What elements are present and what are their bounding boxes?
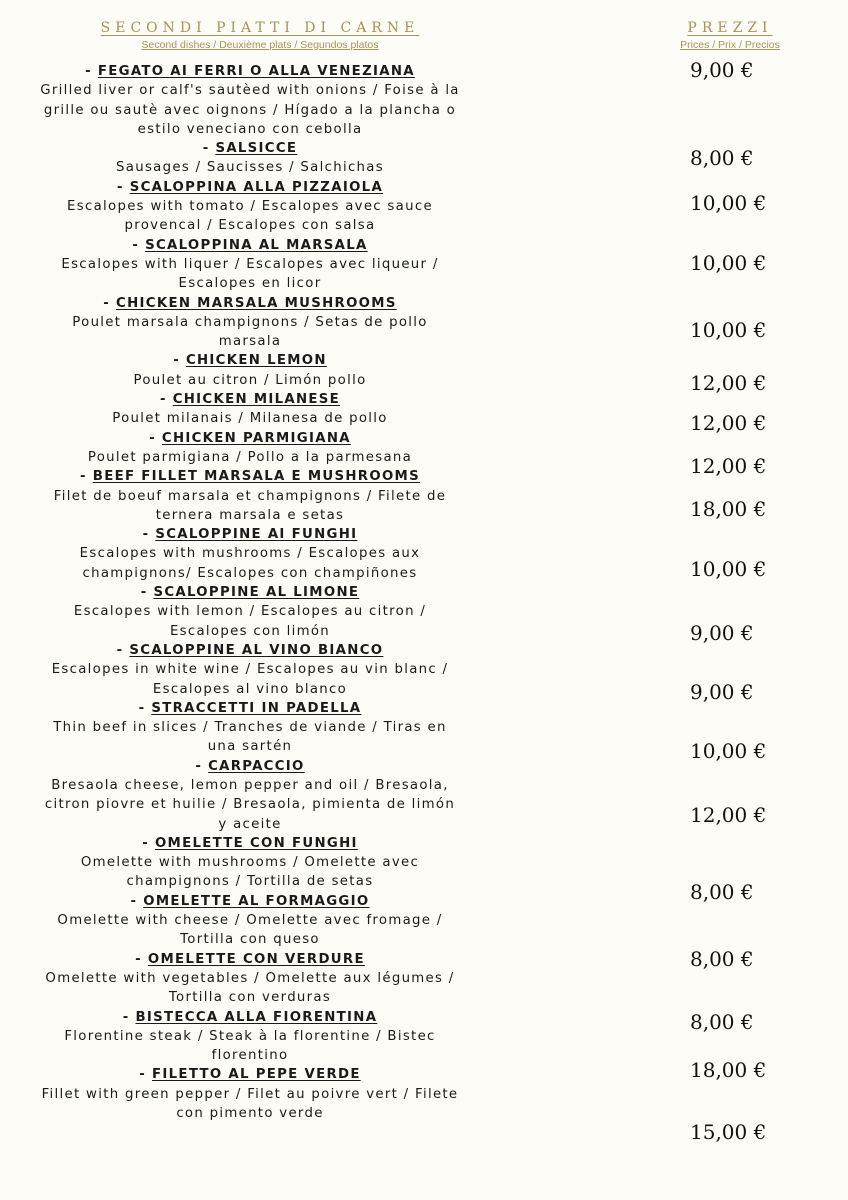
item-name — [40, 892, 460, 911]
menu-item — [40, 1065, 460, 1123]
item-name-text: SCALOPPINE AL VINO BIANCO — [129, 642, 384, 658]
item-prefix: - — [80, 469, 93, 485]
item-price: 8,00 € — [690, 947, 754, 971]
item-price: 8,00 € — [690, 1010, 754, 1034]
item-name-text: BEEF FILLET MARSALA E MUSHROOMS — [92, 469, 420, 485]
item-name — [40, 467, 460, 486]
menu-item — [40, 351, 460, 390]
menu-item — [40, 429, 460, 468]
item-description: Escalopes with liquer / Escalopes avec liqueur / Escalopes en licor — [61, 256, 439, 292]
menu-item — [40, 525, 460, 583]
item-prefix: - — [116, 642, 130, 658]
item-price: 8,00 € — [690, 146, 754, 170]
item-name-text: OMELETTE CON FUNGHI — [154, 835, 358, 851]
item-name-text: OMELETTE AL FORMAGGIO — [143, 893, 370, 909]
prices-subtitle: Prices / Prix / Precios — [680, 39, 780, 51]
item-description: Omelette with mushrooms / Omelette avec champignons / Tortilla de setas — [80, 855, 420, 890]
menu-item — [40, 699, 460, 757]
item-description: Grilled liver or calf's sautèed with onions / Foise à la grille ou sautè avec oignons / Hígado a la plancha o estilo veneciano con cebolla — [40, 83, 460, 137]
item-prefix: - — [138, 700, 152, 716]
menu-item — [40, 390, 460, 429]
item-name — [40, 351, 460, 370]
item-description: Thin beef in slices / Tranches de viande / Tiras en una sartén — [53, 720, 447, 755]
section-title: SECONDI PIATTI DI CARNE — [100, 20, 420, 36]
menu-item — [40, 139, 460, 178]
item-price: 9,00 € — [690, 58, 754, 82]
item-name-text: CHICKEN PARMIGIANA — [161, 430, 351, 446]
item-name-text: FILETTO AL PEPE VERDE — [152, 1067, 361, 1083]
item-price: 18,00 € — [690, 1058, 767, 1082]
item-name-text: SALSICCE — [215, 141, 298, 157]
item-price: 9,00 € — [690, 621, 754, 645]
item-price: 10,00 € — [690, 318, 767, 342]
item-name — [40, 429, 460, 448]
item-prefix: - — [132, 237, 146, 253]
item-name — [40, 950, 460, 969]
item-description: Poulet marsala champignons / Setas de pollo marsala — [72, 314, 428, 350]
item-name-text: OMELETTE CON VERDURE — [147, 951, 365, 967]
item-name-text: SCALOPPINA AL MARSALA — [145, 237, 368, 253]
item-name — [40, 583, 460, 602]
item-price: 12,00 € — [690, 371, 767, 395]
item-price: 18,00 € — [690, 497, 767, 521]
item-name — [40, 390, 460, 409]
item-name — [40, 757, 460, 776]
item-description: Escalopes with lemon / Escalopes au citron / Escalopes con limón — [73, 604, 427, 639]
item-prefix: - — [195, 758, 209, 774]
item-price: 10,00 € — [690, 739, 767, 763]
item-prefix: - — [142, 527, 156, 543]
item-name — [40, 62, 460, 81]
item-price: 10,00 € — [690, 191, 767, 215]
item-name — [40, 699, 460, 718]
item-description: Fillet with green pepper / Filet au poivre vert / Filete con pimento verde — [41, 1086, 459, 1122]
item-price: 10,00 € — [690, 557, 767, 581]
item-name-text: FEGATO AI FERRI O ALLA VENEZIANA — [97, 64, 415, 79]
item-name-text: BISTECCA ALLA FIORENTINA — [135, 1009, 378, 1025]
menu-item — [40, 834, 460, 892]
item-description: Omelette with vegetables / Omelette aux légumes / Tortilla con verduras — [45, 970, 455, 1006]
item-name — [40, 641, 460, 660]
item-name-text: CARPACCIO — [208, 758, 305, 774]
item-description: Poulet au citron / Limón pollo — [133, 372, 367, 388]
item-price: 10,00 € — [690, 251, 767, 275]
item-price: 8,00 € — [690, 880, 754, 904]
item-name — [40, 139, 460, 158]
item-price: 9,00 € — [690, 680, 754, 704]
item-name-text: STRACCETTI IN PADELLA — [151, 700, 362, 716]
item-name — [40, 834, 460, 853]
menu-item — [40, 757, 460, 834]
menu-item — [40, 1008, 460, 1066]
item-price: 12,00 € — [690, 411, 767, 435]
item-name-text: CHICKEN MARSALA MUSHROOMS — [116, 295, 397, 311]
item-prefix: - — [149, 430, 162, 446]
item-description: Poulet milanais / Milanesa de pollo — [112, 411, 388, 427]
menu-item — [40, 892, 460, 950]
item-prefix: - — [142, 835, 155, 851]
item-description: Bresaola cheese, lemon pepper and oil / Bresaola, citron piovre et huilie / Bresaola, pimienta de limón y aceite — [44, 777, 456, 832]
item-name — [40, 236, 460, 255]
prices-title: PREZZI — [687, 20, 773, 36]
item-prefix: - — [130, 893, 144, 909]
item-name — [40, 1065, 460, 1084]
menu-item — [40, 178, 460, 236]
item-name-text: CHICKEN MILANESE — [172, 392, 341, 408]
item-description: Omelette with cheese / Omelette avec fromage / Tortilla con queso — [57, 913, 443, 948]
item-name — [40, 1008, 460, 1027]
menu-item — [40, 950, 460, 1008]
menu-item — [40, 583, 460, 641]
item-description: Escalopes in white wine / Escalopes au vin blanc / Escalopes al vino blanco — [51, 662, 449, 697]
item-prefix: - — [85, 64, 98, 79]
item-prefix: - — [140, 585, 154, 601]
menu-item — [40, 294, 460, 352]
menu-items-list — [40, 62, 460, 1123]
item-prefix: - — [173, 353, 186, 369]
item-prefix: - — [116, 179, 130, 195]
item-description: Escalopes with mushrooms / Escalopes aux champignons/ Escalopes con champiñones — [79, 546, 421, 581]
item-prefix: - — [103, 295, 117, 311]
item-prefix: - — [135, 951, 148, 967]
menu-item — [40, 641, 460, 699]
item-name — [40, 178, 460, 197]
item-price: 12,00 € — [690, 803, 767, 827]
item-description: Poulet parmigiana / Pollo a la parmesana — [87, 449, 413, 465]
item-price: 15,00 € — [690, 1120, 767, 1144]
item-name — [40, 525, 460, 544]
menu-item — [40, 62, 460, 139]
item-description: Escalopes with tomato / Escalopes avec sauce provencal / Escalopes con salsa — [67, 199, 433, 234]
item-prefix: - — [202, 141, 216, 157]
item-price: 12,00 € — [690, 454, 767, 478]
menu-item — [40, 236, 460, 294]
item-prefix: - — [159, 392, 173, 408]
item-prefix: - — [122, 1009, 136, 1025]
item-description: Sausages / Saucisses / Salchichas — [116, 160, 384, 176]
item-name-text: SCALOPPINA ALLA PIZZAIOLA — [129, 179, 384, 195]
item-description: Filet de boeuf marsala et champignons / Filete de ternera marsala e setas — [53, 488, 447, 523]
item-description: Florentine steak / Steak à la florentine / Bistec florentino — [64, 1028, 436, 1064]
item-name-text: CHICKEN LEMON — [185, 353, 327, 369]
section-subtitle: Second dishes / Deuxième plats / Segundos platos — [141, 39, 379, 51]
menu-item — [40, 467, 460, 525]
item-name-text: SCALOPPINE AL LIMONE — [153, 585, 360, 601]
item-name-text: SCALOPPINE AI FUNGHI — [155, 527, 358, 543]
item-prefix: - — [139, 1067, 153, 1083]
item-name — [40, 294, 460, 313]
